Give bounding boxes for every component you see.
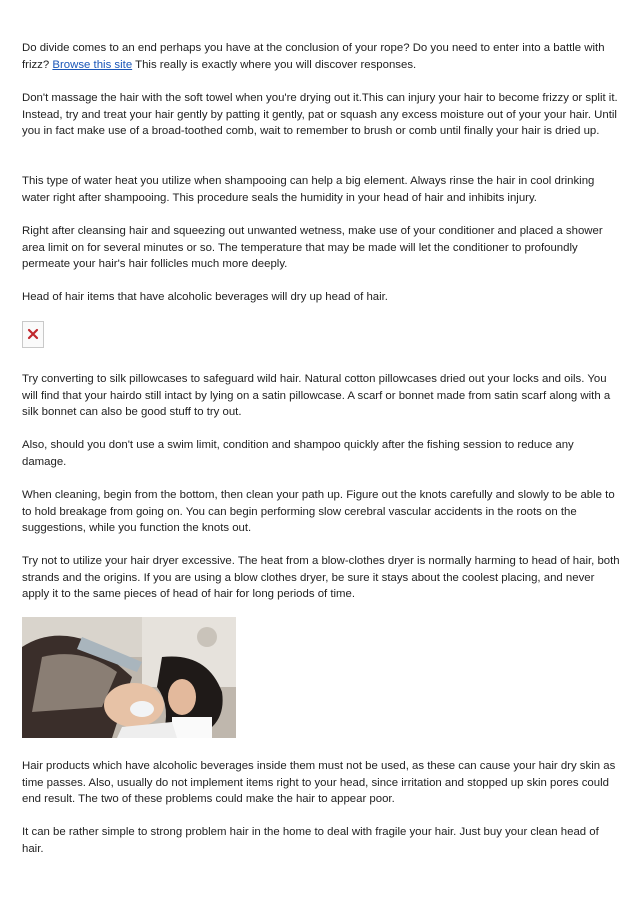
- paragraph-7: Also, should you don't use a swim limit, condition and shampoo quickly after the fishing session to reduce any damage.: [22, 439, 574, 468]
- broken-image-x-icon: [27, 328, 39, 340]
- paragraph-9: Try not to utilize your hair dryer excessive. The heat from a blow-clothes dryer is normally harming to head of hair, both strands and the origins. If you are using a blow clothes dryer, be sure it stays about the coolest placing, and never apply it to the same pieces of head of hair for long periods of time.: [22, 555, 620, 601]
- paragraph-1-text-end: This really is exactly where you will discover responses.: [132, 58, 417, 71]
- paragraph-1-text-start: Do divide comes to an end perhaps you have at the conclusion of your rope? Do you need to enter into a battle with frizz?: [22, 42, 605, 71]
- browse-this-site-link[interactable]: Browse this site: [52, 58, 133, 71]
- paragraph-11: It can be rather simple to strong problem hair in the home to deal with fragile your hair. Just buy your clean head of hair.: [22, 826, 599, 855]
- salon-treatment-photo-art: [22, 617, 236, 738]
- paragraph-2: Don't massage the hair with the soft towel when you're drying out it.This can injury your hair to become frizzy or split it. Instead, try and treat your hair gently by patting it gently, pat or squash any excess moisture out of your your hair. Until you in fact make use of a broad-toothed comb, wait to remember to brush or comb until finally your hair is dried up.: [22, 92, 618, 138]
- paragraph-6: Try converting to silk pillowcases to safeguard wild hair. Natural cotton pillowcases dried out your locks and oils. You will find that your hairdo still intact by lying on a satin pillowcase. A scarf or bonnet made from satin scarf along with a silk bonnet can also be good stuff to try out.: [22, 373, 611, 419]
- paragraph-3: This type of water heat you utilize when shampooing can help a big element. Always rinse the hair in cool drinking water right after shampooing. This procedure seals the humidity in your head of hair and inhibits injury.: [22, 175, 595, 204]
- salon-treatment-photo: [22, 617, 236, 738]
- paragraph-4: Right after cleansing hair and squeezing out unwanted wetness, make use of your conditioner and placed a shower area limit on for several minutes or so. The temperature that may be made will let the conditioner to profoundly permeate your hair's hair follicles much more deeply.: [22, 225, 603, 271]
- paragraph-1: [22, 40, 620, 73]
- broken-image-icon: [22, 321, 44, 348]
- paragraph-5: Head of hair items that have alcoholic beverages will dry up head of hair.: [22, 291, 388, 303]
- paragraph-10: Hair products which have alcoholic beverages inside them must not be used, as these can cause your hair dry skin as time passes. Also, usually do not implement items right to your head, since irritation and stopped up skin pores could end result. The two of these problems could make the hair to appear poor.: [22, 760, 616, 806]
- paragraph-8: When cleaning, begin from the bottom, then clean your path up. Figure out the knots carefully and slowly to be able to to hold breakage from going on. You can begin performing slow cerebral vascular accidents in the roots on the suggestions, while you function the knots out.: [22, 489, 615, 535]
